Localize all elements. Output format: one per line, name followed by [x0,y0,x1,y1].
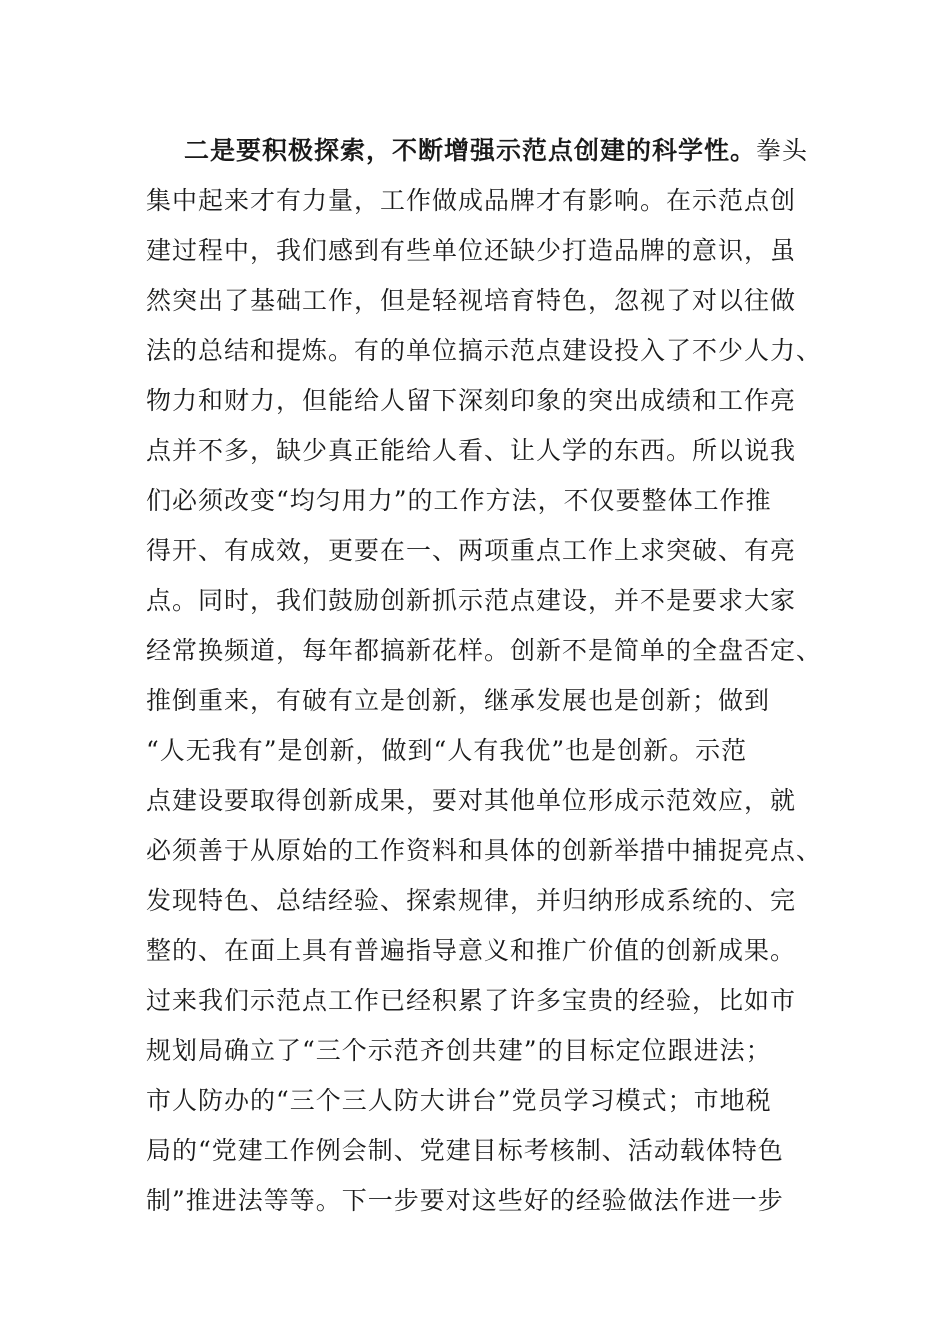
paragraph-line: 市人防办的“三个三人防大讲台”党员学习模式；市地税 [146,1086,772,1115]
paragraph-line: 必须善于从原始的工作资料和具体的创新举措中捕捉亮点、 [146,836,823,865]
line-text: 拳头 [756,136,809,165]
paragraph-line: 集中起来才有力量，工作做成品牌才有影响。在示范点创 [146,186,797,215]
paragraph-line: 规划局确立了“三个示范齐创共建”的目标定位跟进法； [146,1036,772,1065]
paragraph-line: 过来我们示范点工作已经积累了许多宝贵的经验，比如市 [146,986,797,1015]
paragraph-line: 整的、在面上具有普遍指导意义和推广价值的创新成果。 [146,936,797,965]
paragraph-line: 得开、有成效，更要在一、两项重点工作上求突破、有亮 [146,536,797,565]
paragraph-line: “人无我有”是创新，做到“人有我优”也是创新。示范 [146,736,748,765]
paragraph-line: 制”推进法等等。下一步要对这些好的经验做法作进一步 [146,1186,784,1215]
paragraph [146,126,823,1226]
paragraph-line: 法的总结和提炼。有的单位搞示范点建设投入了不少人力、 [146,336,823,365]
paragraph-line: 点建设要取得创新成果，要对其他单位形成示范效应，就 [146,786,797,815]
paragraph-line: 点并不多，缺少真正能给人看、让人学的东西。所以说我 [146,436,797,465]
paragraph-line: 推倒重来，有破有立是创新，继承发展也是创新；做到 [146,686,771,715]
paragraph-line: 发现特色、总结经验、探索规律，并归纳形成系统的、完 [146,886,797,915]
paragraph-line: 然突出了基础工作，但是轻视培育特色，忽视了对以往做 [146,286,797,315]
paragraph-line: 局的“党建工作例会制、党建目标考核制、活动载体特色 [146,1136,784,1165]
paragraph-line: 物力和财力，但能给人留下深刻印象的突出成绩和工作亮 [146,386,797,415]
paragraph-line: 经常换频道，每年都搞新花样。创新不是简单的全盘否定、 [146,636,823,665]
paragraph-line-1 [146,126,809,176]
paragraph-line: 点。同时，我们鼓励创新抓示范点建设，并不是要求大家 [146,586,797,615]
paragraph-line: 们必须改变“均匀用力”的工作方法，不仅要整体工作推 [146,486,772,515]
lead-sentence: 二是要积极探索，不断增强示范点创建的科学性。 [184,136,757,165]
paragraph-line: 建过程中，我们感到有些单位还缺少打造品牌的意识，虽 [146,236,797,265]
